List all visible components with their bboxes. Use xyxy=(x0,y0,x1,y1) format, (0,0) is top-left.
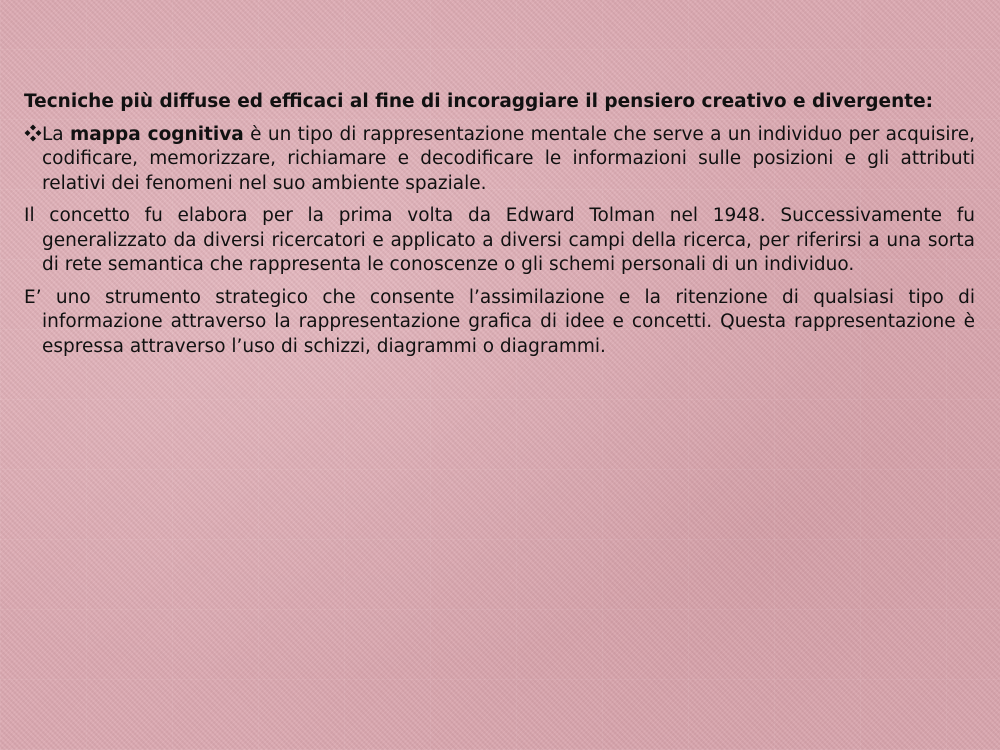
bullet-prefix: La xyxy=(42,123,70,145)
bullet-paragraph xyxy=(24,123,975,197)
paragraph-strumento: E’ uno strumento strategico che consente l’assimilazione e la ritenzione di qualsiasi tipo di informazione attraverso la rappresentazione grafica di idee e concetti. Questa rappresentazione è espressa attraverso l’uso di schizzi, diagrammi o diagrammi. xyxy=(24,286,975,357)
slide-heading: Tecniche più diffuse ed efficaci al fine di incoraggiare il pensiero creativo e divergente: xyxy=(24,91,934,112)
paragraph-tolman: Il concetto fu elabora per la prima volta da Edward Tolman nel 1948. Successivamente fu generalizzato da diversi ricercatori e applicato a diversi campi della ricerca, per riferirsi a una sorta di rete semantica che rappresenta le conoscenze o gli schemi personali di un individuo. xyxy=(24,205,975,275)
slide-body xyxy=(24,90,975,367)
bullet-term: mappa cognitiva xyxy=(70,123,244,145)
diamond-bullet-icon xyxy=(24,124,42,142)
bullet-text: è un tipo di rappresentazione mentale che serve a un individuo per acquisire, codificare, memorizzare, richiamare e decodificare le informazioni sulle posizioni e gli attributi relativi dei fenomeni nel suo ambiente spaziale. xyxy=(42,123,975,194)
